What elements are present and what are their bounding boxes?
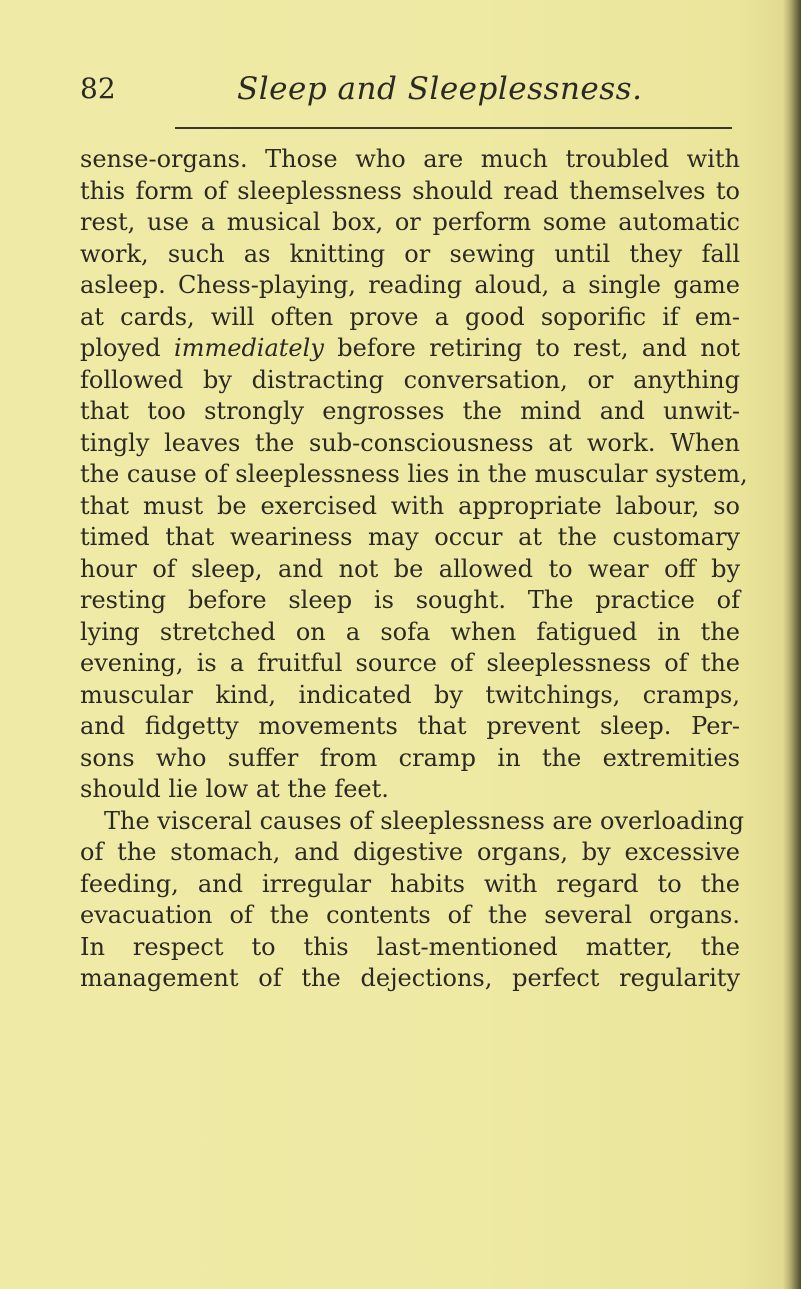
text-line: timed that weariness may occur at the customary [80, 523, 740, 551]
text-line: feeding, and irregular habits with regard to the [80, 869, 740, 898]
text-fragment: ployed [80, 334, 161, 362]
running-title: Sleep and Sleeplessness. [237, 71, 643, 107]
text-line: The visceral causes of sleeplessness are overloading [104, 806, 744, 835]
text-line: sense-organs. Those who are much troubled with [80, 145, 740, 173]
text-line: that must be exercised with appropriate labour, so [80, 491, 740, 520]
text-line: evening, is a fruitful source of sleeplessness of the [80, 649, 740, 677]
text-line: and fidgetty movements that prevent sleep. Per- [80, 712, 740, 740]
emphasized-word: immediately [174, 334, 324, 362]
text-line: rest, use a musical box, or perform some automatic [80, 208, 740, 236]
text-line: followed by distracting conversation, or anything [80, 365, 740, 394]
text-line: at cards, will often prove a good soporific if em- [80, 302, 740, 331]
text-line: of the stomach, and digestive organs, by excessive [80, 838, 740, 866]
text-line: hour of sleep, and not be allowed to wear off by [80, 554, 740, 583]
text-line: muscular kind, indicated by twitchings, cramps, [80, 680, 740, 709]
header-rule [175, 127, 732, 129]
text-line: sons who suffer from cramp in the extremities [80, 743, 740, 772]
text-line: the cause of sleeplessness lies in the muscular system, [80, 460, 748, 488]
page-edge-shadow [783, 0, 801, 1289]
text-line: should lie low at the feet. [80, 775, 389, 803]
text-line: tingly leaves the sub-consciousness at work. When [80, 428, 740, 457]
text-line: evacuation of the contents of the several organs. [80, 901, 740, 929]
text-line: asleep. Chess-playing, reading aloud, a single game [80, 271, 740, 299]
text-line: In respect to this last-mentioned matter, the [80, 932, 740, 961]
page-number: 82 [80, 72, 116, 105]
running-head [80, 66, 740, 112]
text-fragment: before retiring to rest, and not [337, 334, 740, 362]
text-line: that too strongly engrosses the mind and unwit- [80, 397, 740, 425]
text-line: management of the dejections, perfect regularity [80, 964, 740, 992]
body-text [80, 144, 748, 995]
text-line: this form of sleeplessness should read themselves to [80, 176, 740, 205]
text-line: lying stretched on a sofa when fatigued in the [80, 617, 740, 646]
text-line-with-emphasis [80, 333, 740, 365]
text-line: work, such as knitting or sewing until they fall [80, 239, 740, 268]
text-line: resting before sleep is sought. The practice of [80, 586, 740, 614]
